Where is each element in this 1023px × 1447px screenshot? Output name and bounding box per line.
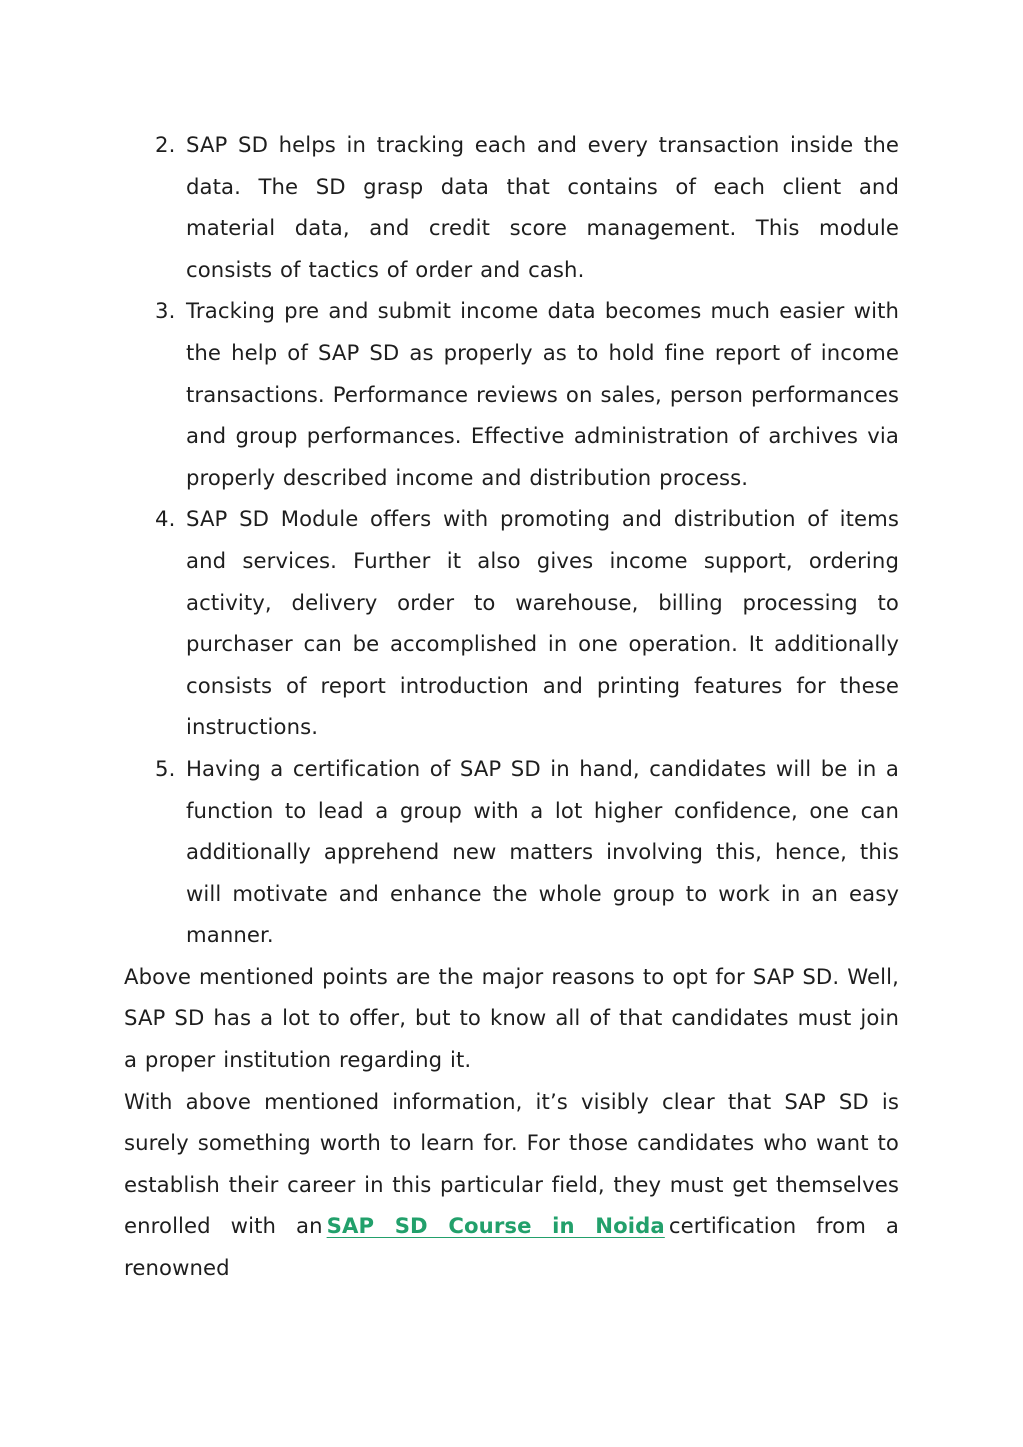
list-item (124, 498, 899, 748)
list-item-number: 5. (155, 755, 176, 781)
list-item (124, 290, 899, 498)
closing-paragraph (124, 1081, 899, 1289)
list-item-number: 3. (155, 298, 176, 324)
list-item-text: SAP SD helps in tracking each and every transaction inside the data. The SD grasp data that contains of each client and material data, and credit score management. This module consists of tactics of order and cash. (186, 132, 899, 282)
list-item (124, 124, 899, 290)
list-item-number: 2. (155, 132, 176, 157)
numbered-list (124, 124, 899, 956)
list-item-number: 4. (155, 506, 176, 532)
closing-text-before-link: With above mentioned information, it’s visibly clear that SAP SD is surely something worth to learn for. For those candidates who want to establish their career in this particular field, they must get themselves enrolled with an (124, 1088, 899, 1239)
list-item-text: Tracking pre and submit income data becomes much easier with the help of SAP SD as properly as to hold fine report of income transactions. Performance reviews on sales, person performances and group performances. Effective administration of archives via properly described income and distribution process. (186, 298, 899, 490)
document-content (124, 124, 899, 1289)
reasons-paragraph: Above mentioned points are the major reasons to opt for SAP SD. Well, SAP SD has a lot to offer, but to know all of that candidates must join a proper institution regarding it. (124, 963, 899, 1073)
list-item (124, 748, 899, 956)
list-item-text: SAP SD Module offers with promoting and distribution of items and services. Further it also gives income support, ordering activity, delivery order to warehouse, billing processing to purchaser can be accomplished in one operation. It additionally consists of report introduction and printing features for these instructions. (186, 506, 899, 740)
closing-text-after-link: certification from a renowned (124, 1213, 899, 1281)
sap-sd-course-link[interactable]: SAP SD Course in Noida (326, 1213, 665, 1239)
list-item-text: Having a certification of SAP SD in hand, candidates will be in a function to lead a group with a lot higher confidence, one can additionally apprehend new matters involving this, hence, this will motivate and enhance the whole group to work in an easy manner. (186, 755, 899, 948)
